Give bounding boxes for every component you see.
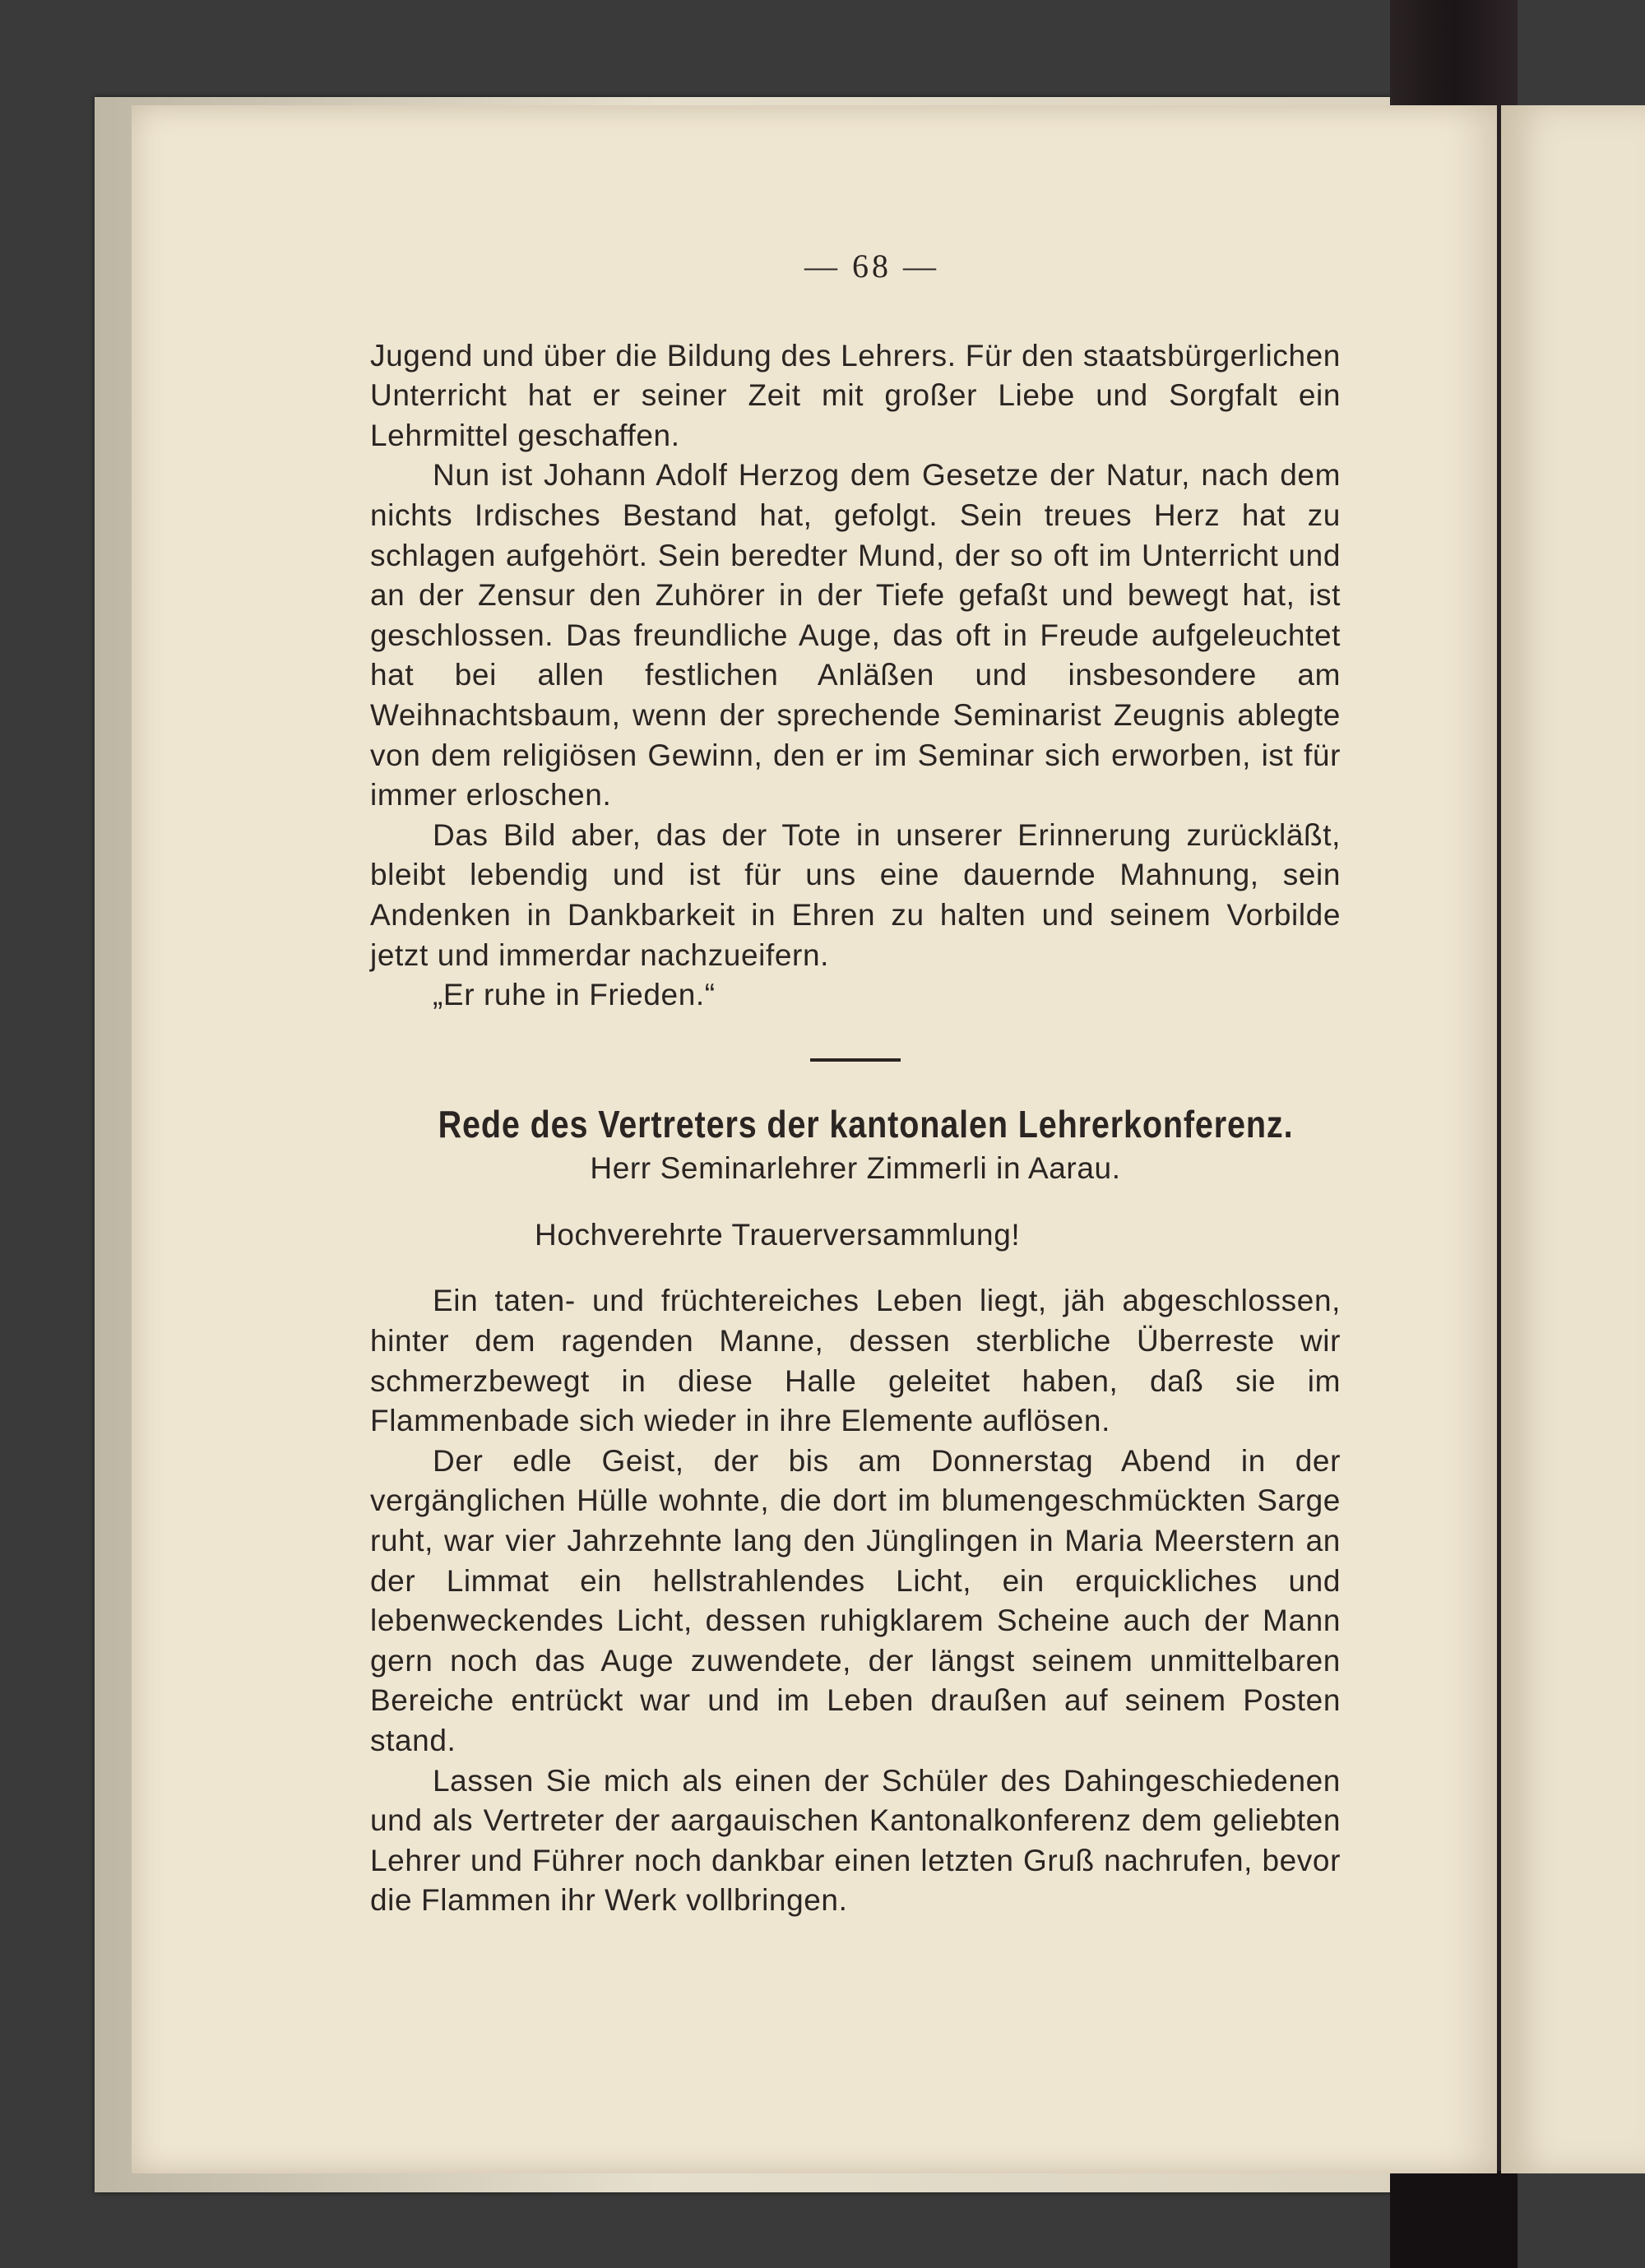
paragraph: Lassen Sie mich als einen der Schüler des Dahingeschiedenen und als Vertreter der aargauischen Kantonalkonferenz dem geliebten Lehrer und Führer noch dankbar einen letzten Gruß nachrufen, bevor die Flammen ihr Werk vollbringen. [370, 1763, 1341, 1918]
salutation: Hochverehrte Trauerversammlung! [535, 1217, 1021, 1252]
section-subheading: Herr Seminarlehrer Zimmerli in Aarau. [590, 1151, 1121, 1186]
page-content [370, 247, 1341, 1921]
page-number: — 68 — [804, 248, 939, 285]
paragraph: Nun ist Johann Adolf Herzog dem Gesetze der Natur, nach dem nichts Irdisches Bestand hat, gefolgt. Sein treues Herz hat zu schlagen aufgehört. Sein beredter Mund, der so oft im Unterricht und an der Zensur den Zuhörer in der Tiefe gefaßt und bewegt hat, ist geschlossen. Das freundliche Auge, das oft in Freude aufgeleuchtet hat bei allen festlichen Anläßen und insbesondere am Weihnachtsbaum, wenn der sprechende Seminarist Zeugnis ablegte von dem religiösen Gewinn, den er im Seminar sich erworben, ist für immer erloschen. [370, 458, 1341, 812]
section-divider [810, 1058, 901, 1062]
section-heading: Rede des Vertreters der kantonalen Lehrerkonferenz. [438, 1102, 1294, 1146]
paragraph: Der edle Geist, der bis am Donnerstag Abend in der vergänglichen Hülle wohnte, die dort im blumengeschmückten Sarge ruht, war vier Jahrzehnte lang den Jünglingen in Maria Meerstern an der Limmat ein hellstrahlendes Licht, ein erquickliches und lebenweckendes Licht, dessen ruhigklarem Scheine auch der Mann gern noch das Auge zuwendete, der längst seinem unmittelbaren Bereiche entrückt war und im Leben draußen auf seinem Posten stand. [370, 1443, 1341, 1757]
paragraph: „Er ruhe in Frieden.“ [433, 978, 716, 1012]
facing-page [1501, 105, 1645, 2173]
paragraph: Jugend und über die Bildung des Lehrers. Für den staatsbürgerlichen Unterricht hat er seiner Zeit mit großer Liebe und Sorgfalt ein Lehrmittel geschaffen. [370, 338, 1341, 452]
paragraph: Ein taten- und früchtereiches Leben liegt, jäh abgeschlossen, hinter dem ragenden Manne, dessen sterbliche Überreste wir schmerzbewegt in diese Halle geleitet haben, daß sie im Flammenbade sich wieder in ihre Elemente auflösen. [370, 1284, 1341, 1438]
paragraph: Das Bild aber, das der Tote in unserer Erinnerung zurückläßt, bleibt lebendig und ist für uns eine dauernde Mahnung, sein Andenken in Dankbarkeit in Ehren zu halten und seinem Vorbilde jetzt und immerdar nachzueifern. [370, 817, 1341, 972]
binding-bottom [1390, 2171, 1518, 2268]
